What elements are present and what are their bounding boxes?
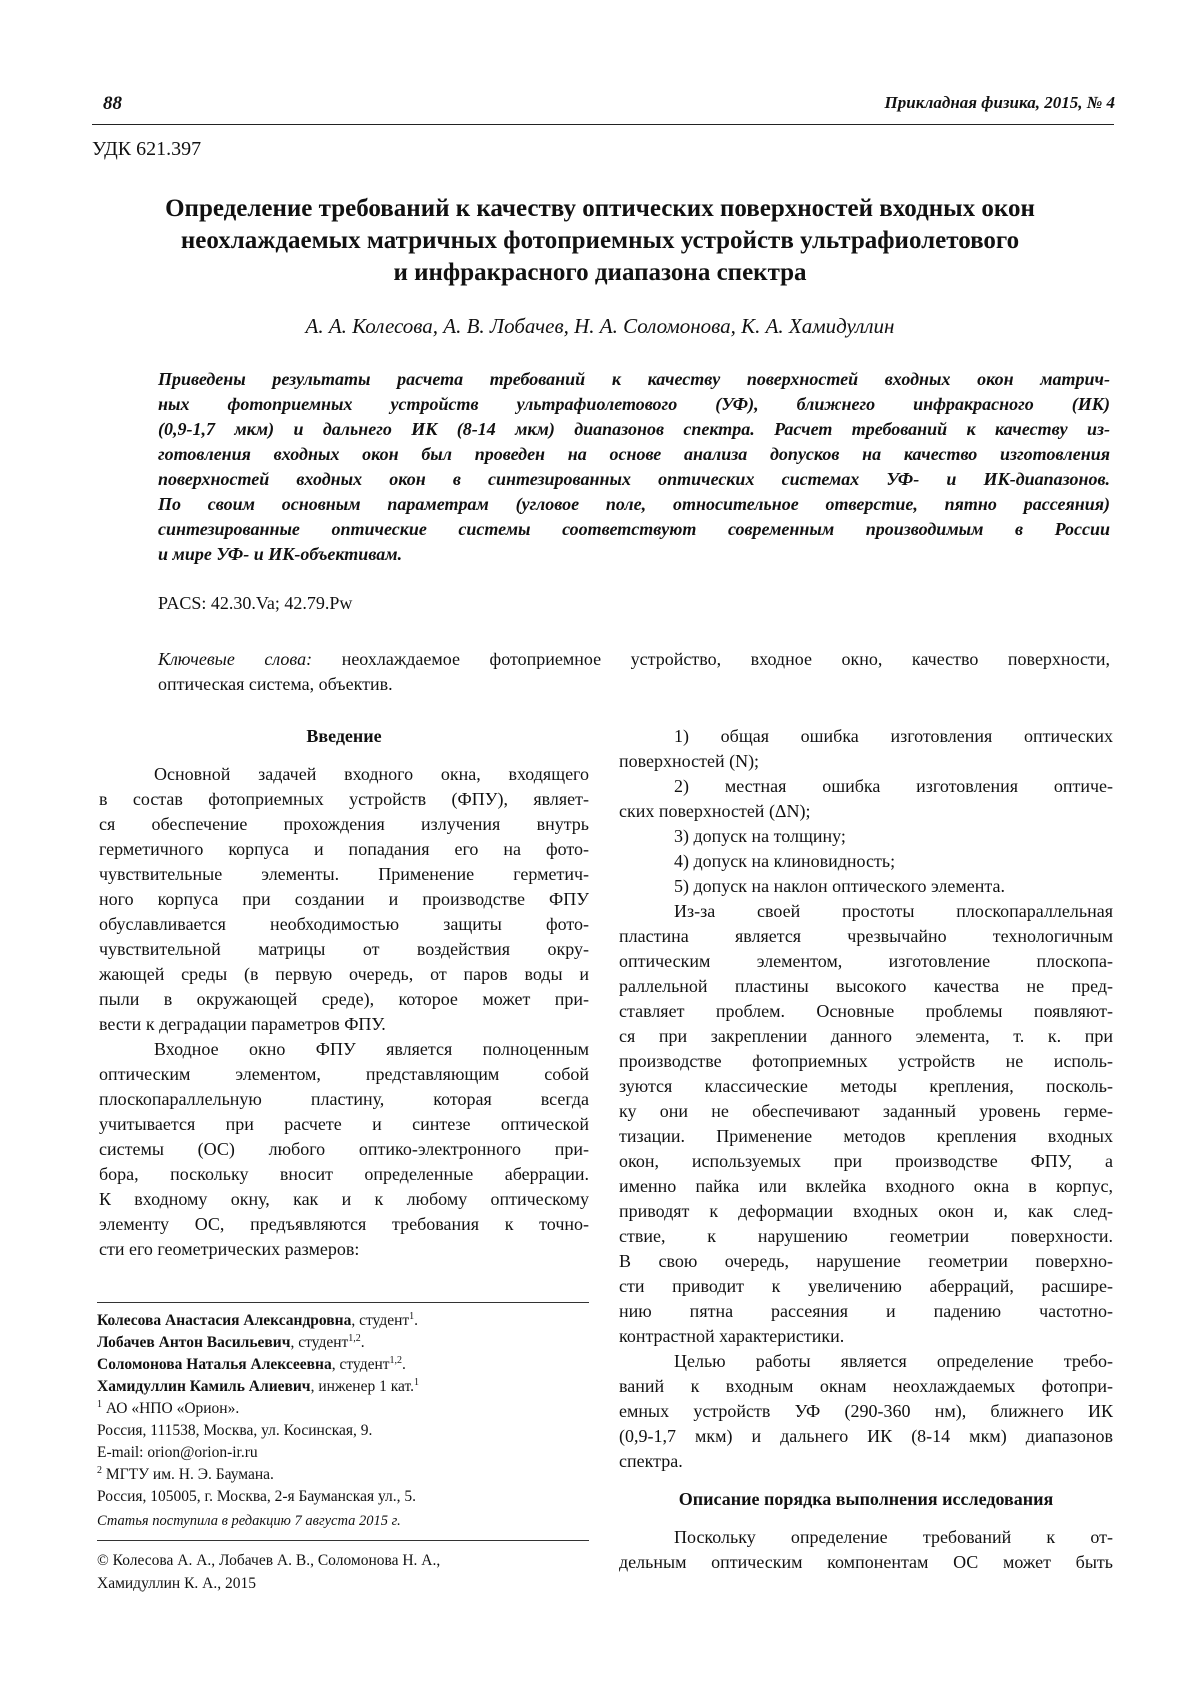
footnote-author: Колесова Анастасия Александровна, студент$^1$.: [97, 1310, 419, 1329]
body-line: В свою очередь, нарушение геометрии поверхно-: [619, 1251, 1113, 1271]
left-column: [99, 724, 589, 1262]
body-line: Основной задачей входного окна, входящего: [154, 764, 589, 784]
abstract: [158, 367, 1110, 567]
body-line: тизации. Применение методов крепления входных: [619, 1126, 1113, 1146]
keywords: [158, 647, 1110, 697]
abstract-line: поверхностей входных окон в синтезированных оптических системах УФ- и ИК-диапазонов.: [158, 469, 1110, 489]
abstract-line: По своим основным параметрам (угловое поле, относительное отверстие, пятно рассеяния): [158, 494, 1110, 514]
footnote-author: Соломонова Наталья Алексеевна, студент$^{1,2}$.: [97, 1354, 406, 1373]
abstract-line: ных фотоприемных устройств ультрафиолетового (УФ), ближнего инфракрасного (ИК): [158, 394, 1110, 414]
body-line: именно пайка или вклейка входного окна в корпус,: [619, 1176, 1113, 1196]
footnote-affiliation: $^2$ МГТУ им. Н. Э. Баумана.: [97, 1464, 274, 1483]
body-line: Целью работы является определение требо-: [674, 1351, 1113, 1371]
footnote-rule: [97, 1540, 589, 1541]
footnote-rule: [97, 1302, 589, 1303]
pacs-codes: PACS: 42.30.Va; 42.79.Pw: [158, 593, 353, 613]
author-list: А. А. Колесова, А. В. Лобачев, Н. А. Соломонова, К. А. Хамидуллин: [305, 314, 895, 338]
body-line: системы (ОС) любого оптико-электронного при-: [99, 1139, 589, 1159]
keywords-line: [158, 647, 1110, 672]
footnote-address: Россия, 111538, Москва, ул. Косинская, 9.: [97, 1422, 373, 1439]
body-line: Входное окно ФПУ является полноценным: [154, 1039, 589, 1059]
body-line: обуславливается необходимостью защиты фото-: [99, 914, 589, 934]
page-number: 88: [103, 93, 122, 114]
section-heading-introduction: Введение: [306, 726, 382, 746]
body-line: сти приводит к увеличению аберраций, расшире-: [619, 1276, 1113, 1296]
body-line: плоскопараллельную пластину, которая всегда: [99, 1089, 589, 1109]
udc-code: УДК 621.397: [92, 138, 202, 160]
list-item: 5) допуск на наклон оптического элемента.: [674, 876, 1005, 896]
body-line: Из-за своей простоты плоскопараллельная: [674, 901, 1113, 921]
section-heading-method: Описание порядка выполнения исследования: [678, 1489, 1054, 1509]
body-line: чувствительные элементы. Применение герметич-: [99, 864, 589, 884]
author-name: Соломонова Наталья Алексеевна: [97, 1356, 332, 1373]
body-line: нию пятна рассеяния и падению частотно-: [619, 1301, 1113, 1321]
abstract-line: (0,9-1,7 мкм) и дальнего ИК (8-14 мкм) диапазонов спектра. Расчет требований к качеству из-: [158, 419, 1110, 439]
list-item: 4) допуск на клиновидность;: [674, 851, 896, 871]
running-header: [103, 93, 1115, 125]
footnote-affiliation: $^1$ АО «НПО «Орион».: [97, 1398, 240, 1417]
copyright-line: Хамидуллин К. А., 2015: [97, 1575, 256, 1592]
body-line: зуются классические методы крепления, посколь-: [619, 1076, 1113, 1096]
body-line: оптическим элементом, представляющим собой: [99, 1064, 589, 1084]
title-line: Определение требований к качеству оптических поверхностей входных окон: [165, 195, 1035, 222]
keywords-text: неохлаждаемое фотоприемное устройство, входное окно, качество поверхности,: [341, 649, 1111, 669]
abstract-line: синтезированные оптические системы соответствуют современным производимым в России: [158, 519, 1110, 539]
body-line: раллельной пластины высокого качества не пред-: [619, 976, 1113, 996]
footnote-author: Хамидуллин Камиль Алиевич, инженер 1 кат.$^1$: [97, 1376, 419, 1395]
list-item: 3) допуск на толщину;: [674, 826, 846, 846]
body-line: ставляет проблем. Основные проблемы появляют-: [619, 1001, 1113, 1021]
body-line: Поскольку определение требований к от-: [674, 1527, 1113, 1547]
body-line: ся при закреплении данного элемента, т. к. при: [619, 1026, 1113, 1046]
body-line: чувствительной матрицы от воздействия окру-: [99, 939, 589, 959]
abstract-line: и мире УФ- и ИК-объективам.: [158, 544, 403, 564]
body-line: бора, поскольку вносит определенные аберрации.: [99, 1164, 589, 1184]
body-line: спектра.: [619, 1451, 683, 1471]
body-line: пыли в окружающей среде), которое может при-: [99, 989, 589, 1009]
footnote-author: Лобачев Антон Васильевич, студент$^{1,2}$.: [97, 1332, 365, 1351]
body-line: вести к деградации параметров ФПУ.: [99, 1014, 386, 1034]
body-line: ствие, к нарушению геометрии поверхности.: [619, 1226, 1113, 1246]
body-line: сти его геометрических размеров:: [99, 1239, 360, 1259]
body-line: ного корпуса при создании и производстве ФПУ: [99, 889, 589, 909]
body-line: емных устройств УФ (290-360 нм), ближнего ИК: [619, 1401, 1113, 1421]
author-name: Лобачев Антон Васильевич: [97, 1334, 291, 1351]
body-line: элементу ОС, предъявляются требования к точно-: [99, 1214, 589, 1234]
right-column: [619, 724, 1113, 1575]
body-line: окон, используемых при производстве ФПУ, а: [619, 1151, 1113, 1171]
body-line: пластина является чрезвычайно технологичным: [619, 926, 1113, 946]
body-line: оптическим элементом, изготовление плоскопа-: [619, 951, 1113, 971]
title-line: и инфракрасного диапазона спектра: [393, 259, 807, 286]
header-rule: [92, 124, 1114, 125]
list-item: поверхностей (N);: [619, 751, 760, 771]
body-line: ся обеспечение прохождения излучения внутрь: [99, 814, 589, 834]
author-footnotes: [97, 1310, 589, 1508]
copyright-line: © Колесова А. А., Лобачев А. В., Соломонова Н. А.,: [97, 1552, 441, 1569]
author-name: Колесова Анастасия Александровна: [97, 1312, 352, 1329]
body-line: ку они не обеспечивают заданный уровень герме-: [619, 1101, 1113, 1121]
keywords-line: оптическая система, объектив.: [158, 674, 393, 694]
list-item: 2) местная ошибка изготовления оптиче-: [674, 776, 1113, 796]
body-line: в состав фотоприемных устройств (ФПУ), являет-: [99, 789, 589, 809]
abstract-line: готовления входных окон был проведен на основе анализа допусков на качество изготовления: [158, 444, 1110, 464]
abstract-line: Приведены результаты расчета требований к качеству поверхностей входных окон матрич-: [158, 369, 1110, 389]
body-line: приводят к деформации входных окон и, как след-: [619, 1201, 1113, 1221]
body-line: дельным оптическим компонентам ОС может быть: [619, 1552, 1113, 1572]
body-line: контрастной характеристики.: [619, 1326, 845, 1346]
received-date: Статья поступила в редакцию 7 августа 2015 г.: [97, 1513, 401, 1529]
body-line: К входному окну, как и к любому оптическому: [99, 1189, 589, 1209]
article-title: [100, 193, 1100, 289]
body-line: герметичного корпуса и попадания его на фото-: [99, 839, 589, 859]
body-line: жающей среды (в первую очередь, от паров воды и: [99, 964, 589, 984]
keywords-label: Ключевые слова:: [158, 649, 313, 669]
footnote-email: E-mail: orion@orion-ir.ru: [97, 1444, 258, 1461]
author-name: Хамидуллин Камиль Алиевич: [97, 1378, 311, 1395]
body-line: (0,9-1,7 мкм) и дальнего ИК (8-14 мкм) диапазонов: [619, 1426, 1113, 1446]
list-item: 1) общая ошибка изготовления оптических: [674, 726, 1113, 746]
body-line: ваний к входным окнам неохлаждаемых фотопри-: [619, 1376, 1113, 1396]
copyright: [97, 1549, 589, 1595]
body-line: учитывается при расчете и синтезе оптической: [99, 1114, 589, 1134]
list-item: ских поверхностей (ΔN);: [619, 801, 811, 821]
body-line: производстве фотоприемных устройств не исполь-: [619, 1051, 1113, 1071]
footnote-address: Россия, 105005, г. Москва, 2-я Бауманская ул., 5.: [97, 1488, 417, 1505]
journal-citation: Прикладная физика, 2015, № 4: [884, 93, 1115, 112]
title-line: неохлаждаемых матричных фотоприемных устройств ультрафиолетового: [180, 227, 1020, 254]
